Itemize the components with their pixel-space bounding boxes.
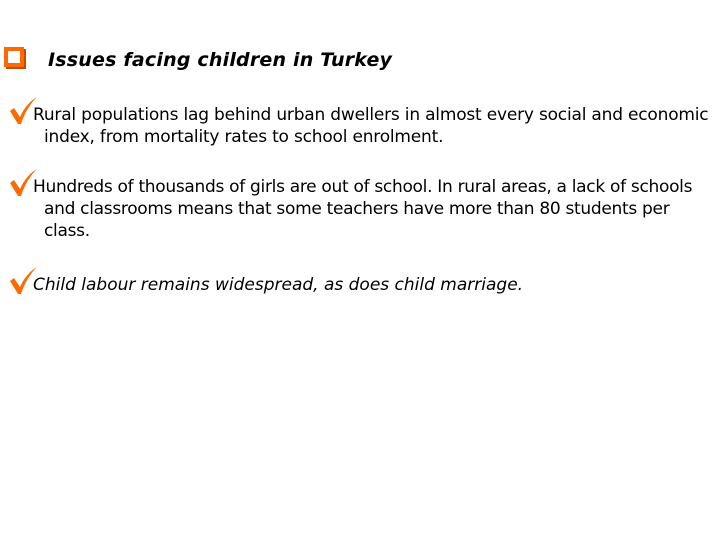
slide-title-row: [4, 40, 392, 80]
checkbox-square-icon: [4, 47, 24, 67]
bullet-item: [8, 104, 720, 148]
bullet-text: Rural populations lag behind urban dwellers in almost every social and economic index, from mortality rates to school enrolment.: [33, 105, 709, 147]
check-mark-icon: [8, 168, 38, 198]
slide-title: Issues facing children in Turkey: [48, 49, 393, 71]
bullet-item: [8, 274, 720, 296]
check-mark-icon: [8, 96, 38, 126]
bullet-text: Hundreds of thousands of girls are out of school. In rural areas, a lack of schools and classrooms means that some teachers have more than 80 students per class.: [33, 177, 693, 241]
check-mark-icon: [8, 266, 38, 296]
bullet-item: [8, 176, 720, 242]
bullet-text: Child labour remains widespread, as does child marriage.: [33, 275, 524, 295]
